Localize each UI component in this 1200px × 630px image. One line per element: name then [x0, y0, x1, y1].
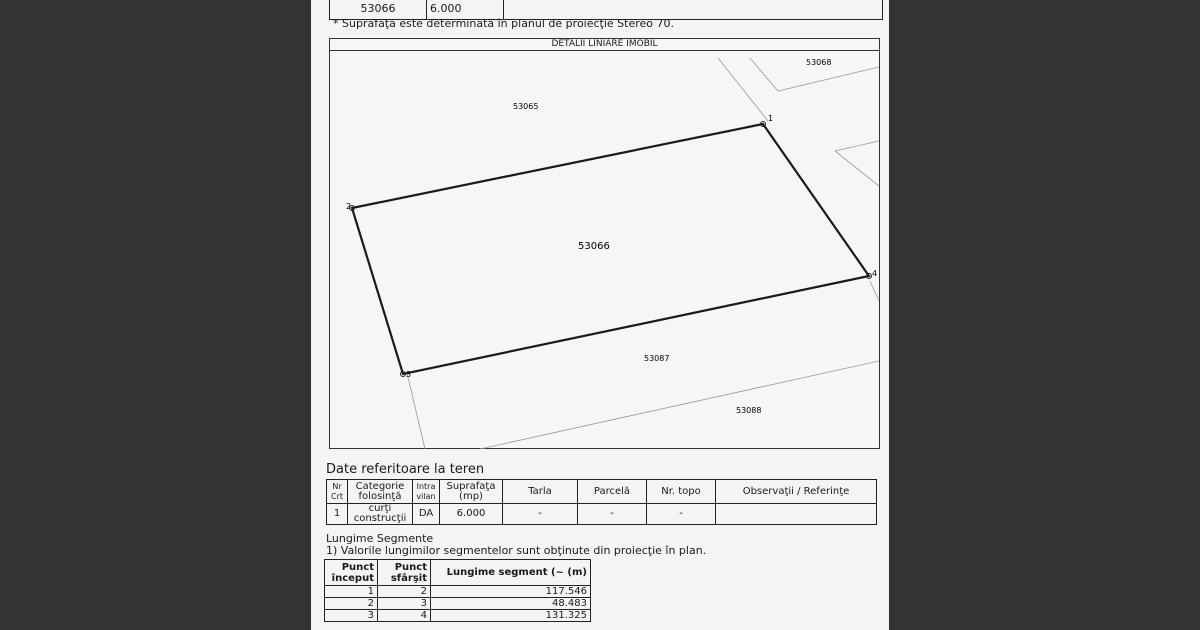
- cell-start: 3: [325, 610, 378, 622]
- header-suprafata: Suprafaţa (mp): [440, 480, 503, 504]
- table-row: [325, 586, 591, 598]
- header-intravilan: Intra vilan: [413, 480, 440, 504]
- header-categorie: Categorie folosinţă: [348, 480, 413, 504]
- cell-start: 2: [325, 598, 378, 610]
- cell-length: 117.546: [431, 586, 591, 598]
- parcel-diagram: [330, 51, 879, 449]
- land-data-table: [326, 479, 877, 525]
- header-observatii: Observaţii / Referinţe: [716, 480, 877, 504]
- header-end-point: Punct sfârşit: [378, 560, 431, 586]
- parcel-boundary: [352, 124, 869, 374]
- cell-end: 3: [378, 598, 431, 610]
- header-nr-topo: Nr. topo: [647, 480, 716, 504]
- header-tarla: Tarla: [503, 480, 578, 504]
- segments-title: Lungime Segmente: [326, 532, 434, 545]
- cell-length: 131.325: [431, 610, 591, 622]
- document-page: [311, 0, 889, 630]
- land-section-title: Date referitoare la teren: [326, 462, 485, 477]
- segments-table: [324, 559, 591, 622]
- neighbor-boundary-line: [835, 151, 879, 186]
- point-label-1: 1: [768, 114, 774, 123]
- cell-tarla: -: [503, 504, 578, 525]
- immobile-id-cell: 53066: [330, 0, 427, 20]
- neighbor-boundary-line: [835, 141, 879, 151]
- header-parcela: Parcelă: [578, 480, 647, 504]
- cell-start: 1: [325, 586, 378, 598]
- point-label-3: 3: [406, 370, 412, 379]
- parcel-label-south: 53087: [644, 354, 670, 363]
- parcel-map: [329, 38, 880, 449]
- cell-intravilan: DA: [413, 504, 440, 525]
- cell-length: 48.483: [431, 598, 591, 610]
- area-cell: 6.000: [427, 0, 504, 20]
- parcel-label-northeast: 53068: [806, 58, 832, 67]
- cell-end: 2: [378, 586, 431, 598]
- header-segment-length: Lungime segment (~ (m): [431, 560, 591, 586]
- parcel-label-main: 53066: [578, 241, 610, 252]
- cell-parcela: -: [578, 504, 647, 525]
- point-label-4: 4: [872, 269, 878, 278]
- cell-categorie: curţi construcţii: [348, 504, 413, 525]
- neighbor-boundary-line: [718, 58, 768, 121]
- segments-note: 1) Valorile lungimilor segmentelor sunt obţinute din proiecţie în plan.: [326, 544, 707, 557]
- parcel-label-north: 53065: [513, 102, 539, 111]
- header-start-point: Punct început: [325, 560, 378, 586]
- table-row: [325, 598, 591, 610]
- cell-end: 4: [378, 610, 431, 622]
- stereo-note: * Suprafaţa este determinată în planul de proiecţie Stereo 70.: [333, 17, 675, 30]
- parcel-label-southeast: 53088: [736, 406, 762, 415]
- header-nr: Nr Crt: [327, 480, 348, 504]
- table-row: [325, 610, 591, 622]
- neighbor-boundary-line: [480, 361, 879, 449]
- point-label-2: 2: [346, 202, 352, 211]
- cell-suprafata: 6.000: [440, 504, 503, 525]
- cell-nr-topo: -: [647, 504, 716, 525]
- cell-observatii: [716, 504, 877, 525]
- neighbor-boundary-line: [407, 373, 425, 449]
- neighbor-boundary-line: [870, 281, 879, 301]
- cell-nr: 1: [327, 504, 348, 525]
- map-title: DETALII LINIARE IMOBIL: [330, 39, 879, 51]
